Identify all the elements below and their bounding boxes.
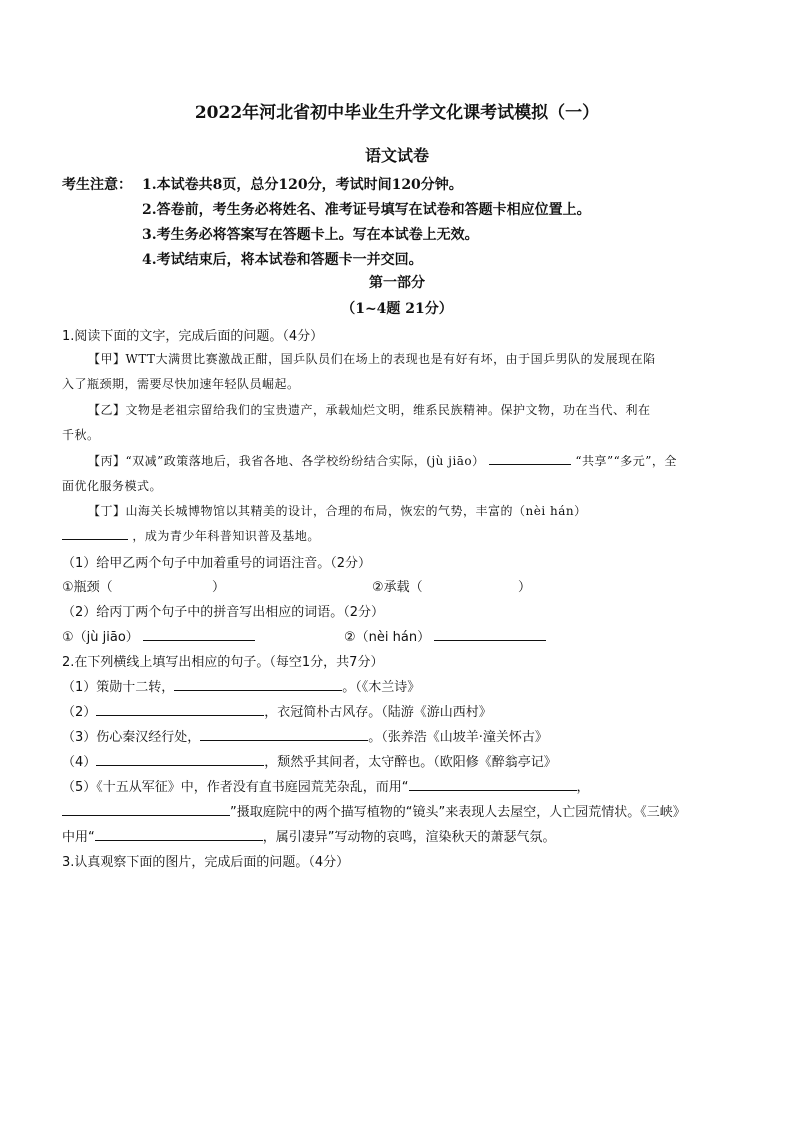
passage-ding-line2 xyxy=(62,527,320,544)
passage-ding-line1: 【丁】山海关长城博物馆以其精美的设计，合理的布局，恢宏的气势，丰富的（nèi hán） xyxy=(88,504,587,518)
q1-stem: 1.阅读下面的文字，完成后面的问题。（4分） xyxy=(62,329,324,344)
q2-line2 xyxy=(62,701,492,720)
q1-sub1-a: ①瓶颈（ xyxy=(62,580,113,595)
q2-line1-text-b: 。（《木兰诗》 xyxy=(342,680,421,695)
q1-sub2: （2）给丙丁两个句子中的拼音写出相应的词语。（2分） xyxy=(62,605,385,620)
answer-blank[interactable] xyxy=(96,704,264,716)
q2-line1 xyxy=(62,676,420,695)
q1-sub2-b-label: ②（nèi hán） xyxy=(344,630,431,645)
q2-line6 xyxy=(62,801,686,820)
q2-line7-text-b: ，属引凄异”写动物的哀鸣，渲染秋天的萧瑟气氛。 xyxy=(262,830,556,845)
q2-line4 xyxy=(62,751,557,770)
answer-blank[interactable] xyxy=(143,629,255,641)
q2-line3-text-a: （3）伤心秦汉经行处， xyxy=(62,730,201,745)
section-range: （1~4题 21分） xyxy=(341,301,453,317)
section-name: 第一部分 xyxy=(369,275,425,291)
q2-line4-text-a: （4） xyxy=(62,755,97,770)
q2-line5 xyxy=(62,776,590,795)
passage-bing-line1 xyxy=(88,452,677,469)
q2-line3-text-b: 。（张养浩《山坡羊·潼关怀古》 xyxy=(368,730,548,745)
answer-blank[interactable] xyxy=(200,729,368,741)
notice-item-4: 4.考试结束后，将本试卷和答题卡一并交回。 xyxy=(142,252,423,268)
ding-blank[interactable] xyxy=(62,528,128,540)
q1-sub1-b: ②承载（ xyxy=(372,580,423,595)
answer-blank[interactable] xyxy=(95,829,263,841)
answer-blank[interactable] xyxy=(96,754,264,766)
passage-yi-line2: 千秋。 xyxy=(62,428,100,442)
subject-title: 语文试卷 xyxy=(364,146,429,165)
passage-ding-text: ，成为青少年科普知识普及基地。 xyxy=(132,529,320,543)
exam-title: 2022年河北省初中毕业生升学文化课考试模拟（一） xyxy=(194,103,600,123)
q1-sub1: （1）给甲乙两个句子中加着重号的词语注音。（2分） xyxy=(62,556,372,571)
answer-blank[interactable] xyxy=(409,779,577,791)
q2-line5-text-a: （5）《十五从军征》中，作者没有直书庭园荒芜杂乱，而用“ xyxy=(62,780,409,795)
notice-label: 考生注意： xyxy=(62,177,132,193)
passage-bing-line2: 面优化服务模式。 xyxy=(62,479,163,493)
passage-jia-line1: 【甲】WTT大满贯比赛激战正酣，国乒队员们在场上的表现也是有好有坏，由于国乒男队的发展现在陷 xyxy=(88,352,656,366)
q1-sub2-b xyxy=(344,626,546,645)
notice-item-1: 1.本试卷共8页，总分120分，考试时间120分钟。 xyxy=(142,177,463,193)
q2-line4-text-b: ，颓然乎其间者，太守醉也。（欧阳修《醉翁亭记》 xyxy=(264,755,557,770)
q2-line7 xyxy=(62,826,556,845)
q2-line3 xyxy=(62,726,548,745)
notice-item-2: 2.答卷前，考生务必将姓名、准考证号填写在试卷和答题卡相应位置上。 xyxy=(142,202,591,218)
passage-jia-line2: 入了瓶颈期，需要尽快加速年轻队员崛起。 xyxy=(62,377,300,391)
answer-blank[interactable] xyxy=(174,679,342,691)
q2-line7-text-a: 中用“ xyxy=(62,830,95,845)
q2-line2-text-b: ，衣冠简朴古风存。（陆游《游山西村》 xyxy=(264,705,492,720)
q2-line6-text: ”摄取庭院中的两个描写植物的“镜头”来表现人去屋空，人亡园荒情状。《三峡》 xyxy=(230,805,686,820)
passage-yi-line1: 【乙】文物是老祖宗留给我们的宝贵遗产，承载灿烂文明，维系民族精神。保护文物，功在当代、利在 xyxy=(88,403,651,417)
answer-blank[interactable] xyxy=(434,629,546,641)
passage-bing-text-a: 【丙】“双减”政策落地后，我省各地、各学校纷纷结合实际，(jù jiāo） xyxy=(88,454,485,468)
q1-sub1-a-close: ） xyxy=(212,580,226,595)
answer-blank[interactable] xyxy=(62,804,230,816)
passage-bing-text-b: “共享”“多元”，全 xyxy=(575,454,677,468)
q2-line2-text-a: （2） xyxy=(62,705,97,720)
q1-sub2-a-label: ①（jù jiāo） xyxy=(62,630,139,645)
q2-line1-text-a: （1）策勋十二转， xyxy=(62,680,175,695)
bing-blank[interactable] xyxy=(489,453,571,465)
q1-sub1-b-close: ） xyxy=(518,580,532,595)
q1-sub2-a xyxy=(62,626,255,645)
notice-item-3: 3.考生务必将答案写在答题卡上。写在本试卷上无效。 xyxy=(142,227,479,243)
q2-stem: 2.在下列横线上填写出相应的句子。（每空1分，共7分） xyxy=(62,655,384,670)
q3-stem: 3.认真观察下面的图片，完成后面的问题。（4分） xyxy=(62,855,350,870)
q2-line5-text-b: ， xyxy=(576,780,590,795)
